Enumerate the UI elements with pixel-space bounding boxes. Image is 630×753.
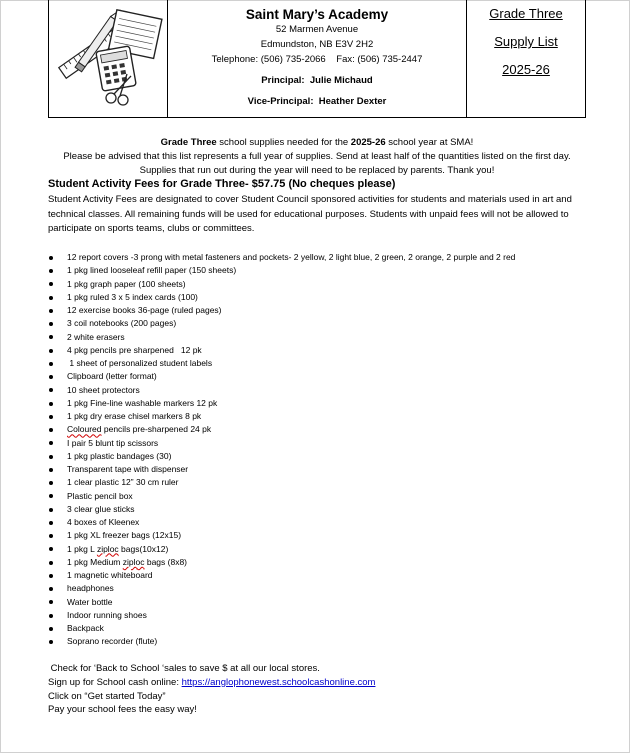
grade-title-block — [467, 0, 585, 117]
fees-heading: Student Activity Fees for Grade Three- $57.75 (No cheques please) — [48, 178, 396, 190]
bullet-icon — [49, 534, 53, 538]
supply-item-text: 12 report covers -3 prong with metal fasteners and pockets- 2 yellow, 2 light blue, 2 green, 2 orange, 2 purple and 2 red — [67, 252, 516, 262]
supply-item-text: Backpack — [67, 623, 104, 633]
supply-item-text: 10 sheet protectors — [67, 384, 140, 395]
fees-description: Student Activity Fees are designated to cover Student Council sponsored activities for students and materials used in art and technical classes. All remaining funds will be used for educational purposes. Students with unpaid fees will not be allowed to participate on sports teams, clubs or committees. — [48, 194, 572, 234]
school-address: 52 Marmen Avenue — [275, 24, 359, 35]
supply-item-text: Indoor running shoes — [67, 609, 147, 620]
supply-item — [48, 463, 588, 476]
school-phone-fax: Telephone: (506) 735-2066 Fax: (506) 735-2447 — [211, 54, 423, 65]
supply-item — [48, 291, 588, 304]
supply-item — [48, 516, 588, 529]
supply-list — [48, 251, 588, 649]
bullet-icon — [49, 269, 53, 273]
supply-item-text: 1 pkg L ziploc bags(10x12) — [67, 543, 169, 554]
intro-text-1: school supplies needed for the — [216, 137, 351, 148]
supply-item — [48, 423, 588, 436]
supply-item-text: 1 pkg lined looseleaf refill paper (150 sheets) — [67, 265, 237, 276]
bullet-icon — [49, 561, 53, 565]
vice-principal-name: Vice-Principal: Heather Dexter — [247, 96, 387, 107]
school-cash-link[interactable]: https://anglophonewest.schoolcashonline.com — [181, 676, 376, 688]
footer-pay-fees: Pay your school fees the easy way! — [48, 704, 197, 716]
grade-title: Grade Three — [489, 6, 563, 21]
supply-item-text: Coloured pencils pre-sharpened 24 pk — [67, 424, 212, 435]
bullet-icon — [49, 375, 53, 379]
supply-item — [48, 370, 588, 383]
school-city: Edmundston, NB E3V 2H2 — [260, 39, 374, 50]
supply-item-text: 12 exercise books 36-page (ruled pages) — [67, 305, 222, 315]
supply-item — [48, 529, 588, 542]
intro-line-2: Please be advised that this list represents a full year of supplies. Send at least half of the quantities listed on the first day. Supplies that run out during the year will need to be replaced by parents. Thank you! — [63, 151, 571, 176]
bullet-icon — [49, 455, 53, 459]
supply-item-text: Plastic pencil box — [67, 490, 133, 501]
supply-item — [48, 556, 588, 569]
footer-notes — [48, 662, 375, 717]
supply-item — [48, 543, 588, 556]
bullet-icon — [49, 481, 53, 485]
supply-item-text: Soprano recorder (flute) — [67, 636, 158, 647]
supplies-illustration-icon — [49, 0, 167, 117]
supply-item-text: 2 white erasers — [67, 331, 125, 342]
bullet-icon — [49, 640, 53, 644]
supply-item — [48, 304, 588, 317]
supply-item-text: 1 pkg Medium ziploc bags (8x8) — [67, 556, 188, 567]
bullet-icon — [49, 256, 53, 260]
supply-item — [48, 331, 588, 344]
supply-item-text: 4 pkg pencils pre sharpened 12 pk — [67, 344, 202, 355]
supply-item — [48, 317, 588, 330]
intro-paragraph — [48, 136, 586, 178]
supply-item-text: 1 pkg graph paper (100 sheets) — [67, 278, 186, 289]
school-info — [168, 0, 467, 117]
page-edge-left — [0, 0, 1, 753]
supply-item — [48, 357, 588, 370]
bullet-icon — [49, 349, 53, 353]
supply-item — [48, 609, 588, 622]
bullet-icon — [49, 627, 53, 631]
bullet-icon — [49, 415, 53, 419]
supply-item-text: 1 pkg dry erase chisel markers 8 pk — [67, 411, 202, 421]
supply-item-text: Transparent tape with dispenser — [67, 464, 189, 474]
supply-item — [48, 582, 588, 595]
supply-item — [48, 569, 588, 582]
supply-item-text: Clipboard (letter format) — [67, 371, 157, 382]
supply-item-text: 1 clear plastic 12” 30 cm ruler — [67, 477, 179, 488]
bullet-icon — [49, 574, 53, 578]
supply-item — [48, 503, 588, 516]
footer-sales-note: Check for ‘Back to School ‘sales to save $ at all our local stores. — [48, 663, 320, 674]
supply-item — [48, 278, 588, 291]
supply-item-text: 3 clear glue sticks — [67, 503, 135, 514]
bullet-icon — [49, 614, 53, 618]
supply-item-text: I pair 5 blunt tip scissors — [67, 437, 159, 448]
principal-name: Principal: Julie Michaud — [261, 75, 373, 86]
bullet-icon — [49, 322, 53, 326]
bullet-icon — [49, 402, 53, 406]
supply-item — [48, 410, 588, 423]
intro-line-1 — [48, 136, 586, 150]
supply-item-text: 1 magnetic whiteboard — [67, 570, 153, 580]
footer-signup-label: Sign up for School cash online: — [48, 676, 182, 688]
intro-year: 2025-26 — [350, 137, 386, 148]
bullet-icon — [49, 441, 53, 445]
supply-item-text: 1 pkg XL freezer bags (12x15) — [67, 530, 182, 541]
supply-item-text: 4 boxes of Kleenex — [67, 517, 140, 527]
supply-item-text: Water bottle — [67, 596, 113, 607]
supply-item-text: 3 coil notebooks (200 pages) — [67, 318, 177, 329]
bullet-icon — [49, 468, 53, 472]
supply-item — [48, 264, 588, 277]
supply-item-text: headphones — [67, 583, 114, 594]
supply-item-text: 1 pkg ruled 3 x 5 index cards (100) — [67, 291, 198, 302]
school-name: Saint Mary’s Academy — [245, 7, 389, 22]
intro-text-2: school year at SMA! — [385, 137, 474, 148]
supply-item — [48, 476, 588, 489]
bullet-icon — [49, 335, 53, 339]
bullet-icon — [49, 494, 53, 498]
intro-grade: Grade Three — [160, 137, 217, 148]
supply-item — [48, 450, 588, 463]
supply-item-text: 1 pkg plastic bandages (30) — [67, 450, 172, 461]
bullet-icon — [49, 428, 53, 432]
supply-item — [48, 596, 588, 609]
supply-item — [48, 251, 588, 264]
supply-item — [48, 635, 588, 648]
supply-item — [48, 622, 588, 635]
school-supplies-clipart — [49, 0, 168, 117]
supply-item — [48, 437, 588, 450]
bullet-icon — [49, 587, 53, 591]
supply-item — [48, 344, 588, 357]
bullet-icon — [49, 282, 53, 286]
supply-list-title: Supply List — [494, 34, 558, 49]
bullet-icon — [49, 309, 53, 313]
school-year-title: 2025-26 — [502, 62, 550, 77]
letterhead-table — [48, 0, 586, 118]
supply-item — [48, 490, 588, 503]
bullet-icon — [49, 388, 53, 392]
bullet-icon — [49, 296, 53, 300]
bullet-icon — [49, 508, 53, 512]
supply-item — [48, 397, 588, 410]
footer-get-started: Click on “Get started Today” — [48, 690, 166, 702]
bullet-icon — [49, 547, 53, 551]
supply-item-text: 1 pkg Fine-line washable markers 12 pk — [67, 397, 218, 408]
bullet-icon — [49, 600, 53, 604]
bullet-icon — [49, 521, 53, 525]
footer-signup-line — [48, 676, 375, 690]
bullet-icon — [49, 362, 53, 366]
supply-item — [48, 384, 588, 397]
supply-item-text: 1 sheet of personalized student labels — [67, 358, 213, 368]
